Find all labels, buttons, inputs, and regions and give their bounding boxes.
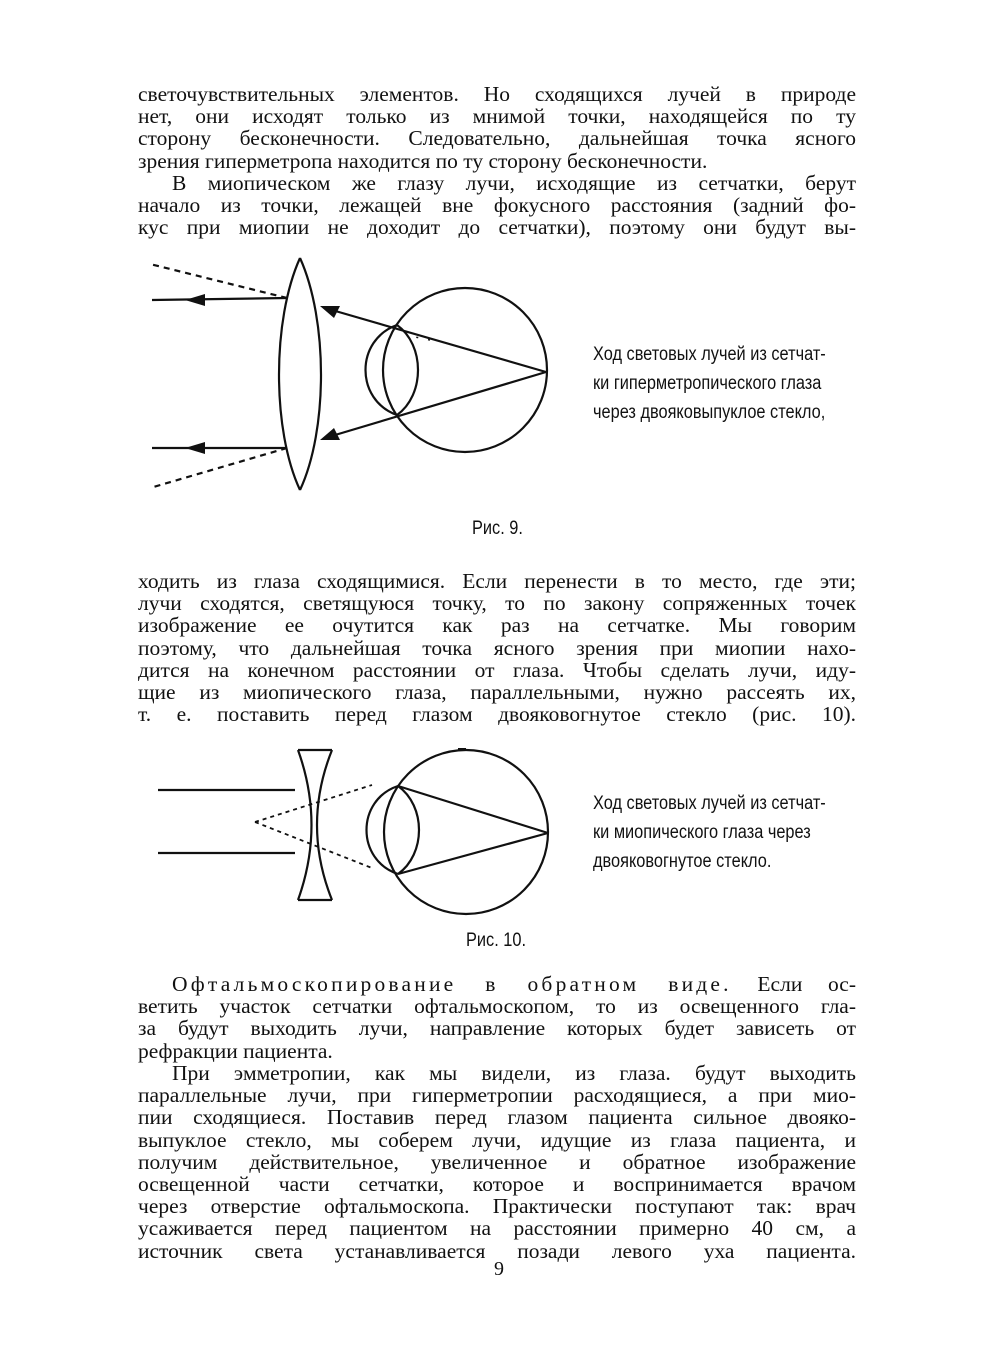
text-line: дится на конечном расстоянии от глаза. Чтобы сделать лучи, иду- [138,657,856,682]
caption-line: через двояковыпуклое стекло, [593,402,826,423]
text-line: поэтому, что дальнейшая точка ясного зрения при миопии нахо- [138,635,856,660]
text-line: освещенной части сетчатки, которое и воспринимается врачом [138,1172,856,1197]
text-line: В миопическом же глазу лучи, исходящие из сетчатки, берут [172,171,856,195]
paragraph-5 [138,1062,856,1262]
text-line: изображение ее очутится как раз на сетчатке. Мы говорим [138,613,856,638]
figure-10-label: Рис. 10. [466,930,526,951]
text-line: ходить из глаза сходящимися. Если перенести в то место, где эти; [138,569,856,593]
figure-10-caption [593,789,826,876]
text-line: начало из точки, лежащей вне фокусного расстояния (задний фо- [138,193,856,218]
section-heading: Офтальмоскопирование в обратном виде. [172,972,732,996]
text-line: ветить участок сетчатки офтальмоскопом, то из освещенного гла- [138,994,856,1019]
text-line: через отверстие офтальмоскопа. Практически поступают так: врач [138,1194,856,1219]
text-line: рефракции пациента. [138,1038,333,1063]
caption-line: ки миопического глаза через [593,822,811,843]
text-line: за будут выходить лучи, направление которых будет зависеть от [138,1016,856,1041]
text-line: При эмметропии, как мы видели, из глаза. будут выходить [172,1061,856,1085]
caption-line: ки гиперметропического глаза [593,373,822,394]
text-line [138,973,856,995]
text-line: пии сходящиеся. Поставив перед глазом пациента сильное двояко- [138,1105,856,1130]
caption-line: двояковогнутое стекло. [593,851,772,872]
text-line: параллельные лучи, при гиперметропии расходящиеся, а при мио- [138,1083,856,1108]
text-line: зрения гиперметропа находится по ту сторону бесконечности. [138,148,708,173]
page-number: 9 [494,1258,504,1280]
text-line: нет, они исходят только из мнимой точки, находящейся по ту [138,104,856,129]
paragraph-4 [138,973,856,1062]
text-line: сторону бесконечности. Следовательно, дальнейшая точка ясного [138,126,856,151]
text-line: выпуклое стекло, мы соберем лучи, идущие из глаза пациента, и [138,1127,856,1152]
text-line: источник света устанавливается позади левого уха пациента. [138,1238,856,1263]
text-line: т. е. поставить перед глазом двояковогнутое стекло (рис. 10). [138,702,856,727]
text-line: щие из миопического глаза, параллельными, нужно рассеять их, [138,680,856,705]
text-line: усаживается перед пациентом на расстоянии примерно 40 см, а [138,1216,856,1241]
text-line: лучи сходятся, светящуюся точку, то по закону сопряженных точек [138,591,856,616]
caption-line: Ход световых лучей из сетчат- [593,793,826,814]
text-line: светочувствительных элементов. Но сходящихся лучей в природе [138,82,856,106]
text-line: получим действительное, увеличенное и обратное изображение [138,1149,856,1174]
caption-line: Ход световых лучей из сетчат- [593,344,826,365]
text-fragment: Если ос- [731,972,856,996]
figure-9-label: Рис. 9. [472,518,523,539]
text-line: кус при миопии не доходит до сетчатки), поэтому они будут вы- [138,215,856,240]
